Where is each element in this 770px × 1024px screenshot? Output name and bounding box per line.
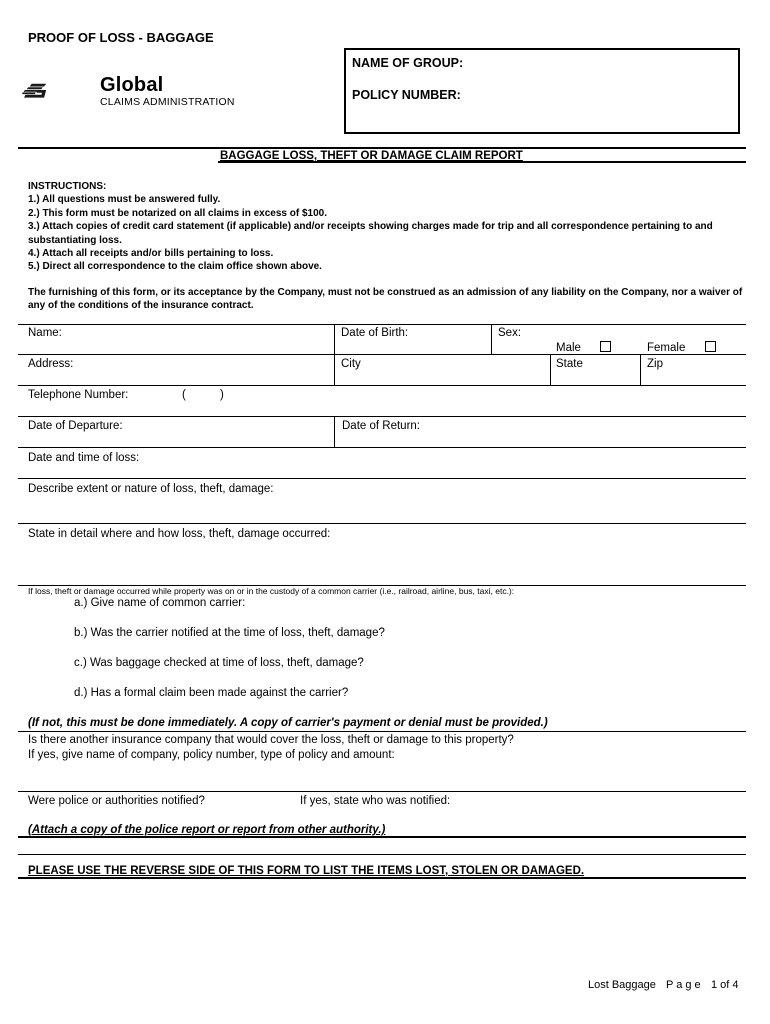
form-line	[18, 416, 746, 417]
form-line	[18, 877, 746, 879]
carrier-c-label: c.) Was baggage checked at time of loss, theft, damage?	[74, 657, 364, 669]
form-line	[18, 478, 746, 479]
zip-label: Zip	[647, 358, 663, 370]
name-of-group-label: NAME OF GROUP:	[352, 56, 464, 70]
police-who-label: If yes, state who was notified:	[300, 795, 451, 807]
instruction-item: 5.) Direct all correspondence to the claim office shown above.	[28, 261, 322, 273]
form-line	[550, 354, 551, 385]
global-logo-icon	[22, 66, 98, 116]
male-label: Male	[556, 342, 581, 354]
police-label: Were police or authorities notified?	[28, 795, 205, 807]
carrier-d-label: d.) Has a formal claim been made against the carrier?	[74, 687, 349, 699]
carrier-b-label: b.) Was the carrier notified at the time of loss, theft, damage?	[74, 627, 385, 639]
police-note: (Attach a copy of the police report or report from other authority.)	[28, 824, 386, 836]
instructions	[28, 180, 748, 274]
form-line	[18, 836, 746, 838]
carrier-note: (If not, this must be done immediately. A copy of carrier's payment or denial must be provided.)	[28, 717, 548, 729]
group-info-box	[344, 48, 740, 134]
form-line	[18, 791, 746, 792]
disclaimer: The furnishing of this form, or its acceptance by the Company, must not be construed as an admission of any liability on the Company, nor a waiver of any of the conditions of the insurance contract.	[28, 287, 743, 312]
form-line	[18, 523, 746, 524]
telephone-label: Telephone Number:	[28, 389, 129, 401]
form-line	[18, 731, 746, 732]
female-label: Female	[647, 342, 686, 354]
form-line	[18, 385, 746, 386]
instructions-heading: INSTRUCTIONS:	[28, 181, 107, 192]
state-label: State	[556, 358, 583, 370]
area-code-close: )	[220, 389, 224, 401]
form-line	[640, 354, 641, 385]
footer-page-number: 1 of 4	[711, 979, 739, 991]
male-checkbox[interactable]	[600, 341, 611, 352]
city-label: City	[341, 358, 361, 370]
footer-page-text: P a g e	[666, 979, 701, 991]
departure-label: Date of Departure:	[28, 420, 123, 432]
policy-number-label: POLICY NUMBER:	[352, 88, 461, 102]
form-line	[18, 854, 746, 855]
area-code-open: (	[182, 389, 186, 401]
report-title: BAGGAGE LOSS, THEFT OR DAMAGE CLAIM REPORT	[220, 150, 523, 162]
page-title: PROOF OF LOSS - BAGGAGE	[28, 30, 214, 45]
form-line	[18, 324, 746, 325]
form-line	[18, 447, 746, 448]
carrier-intro: If loss, theft or damage occurred while property was on or in the custody of a common carrier (i.e., railroad, airline, bus, taxi, etc.):	[28, 586, 515, 596]
dob-label: Date of Birth:	[341, 327, 409, 339]
other-insurance-detail-label: If yes, give name of company, policy number, type of policy and amount:	[28, 749, 395, 761]
address-label: Address:	[28, 358, 74, 370]
instruction-item: 2.) This form must be notarized on all claims in excess of $100.	[28, 207, 327, 219]
form-line	[18, 354, 746, 355]
sex-label: Sex:	[498, 327, 522, 339]
return-label: Date of Return:	[342, 420, 420, 432]
divider	[18, 147, 746, 149]
describe-label: Describe extent or nature of loss, theft, damage:	[28, 483, 274, 495]
logo-subtitle: CLAIMS ADMINISTRATION	[100, 96, 235, 108]
other-insurance-label: Is there another insurance company that would cover the loss, theft or damage to this property?	[28, 734, 514, 746]
instruction-item: 4.) Attach all receipts and/or bills pertaining to loss.	[28, 248, 274, 260]
form-line	[491, 324, 492, 354]
name-label: Name:	[28, 327, 62, 339]
detail-label: State in detail where and how loss, theft, damage occurred:	[28, 528, 331, 540]
reverse-side-note: PLEASE USE THE REVERSE SIDE OF THIS FORM TO LIST THE ITEMS LOST, STOLEN OR DAMAGED.	[28, 865, 585, 877]
form-line	[334, 416, 335, 447]
carrier-a-label: a.) Give name of common carrier:	[74, 597, 246, 609]
instruction-item: 3.) Attach copies of credit card statement (if applicable) and/or receipts showing charges made for trip and all correspondence pertaining to and substantiating loss.	[28, 221, 716, 246]
logo-name: Global	[100, 74, 164, 96]
footer-doc-name: Lost Baggage	[588, 979, 656, 991]
loss-time-label: Date and time of loss:	[28, 452, 140, 464]
female-checkbox[interactable]	[705, 341, 716, 352]
instruction-item: 1.) All questions must be answered fully.	[28, 194, 221, 206]
